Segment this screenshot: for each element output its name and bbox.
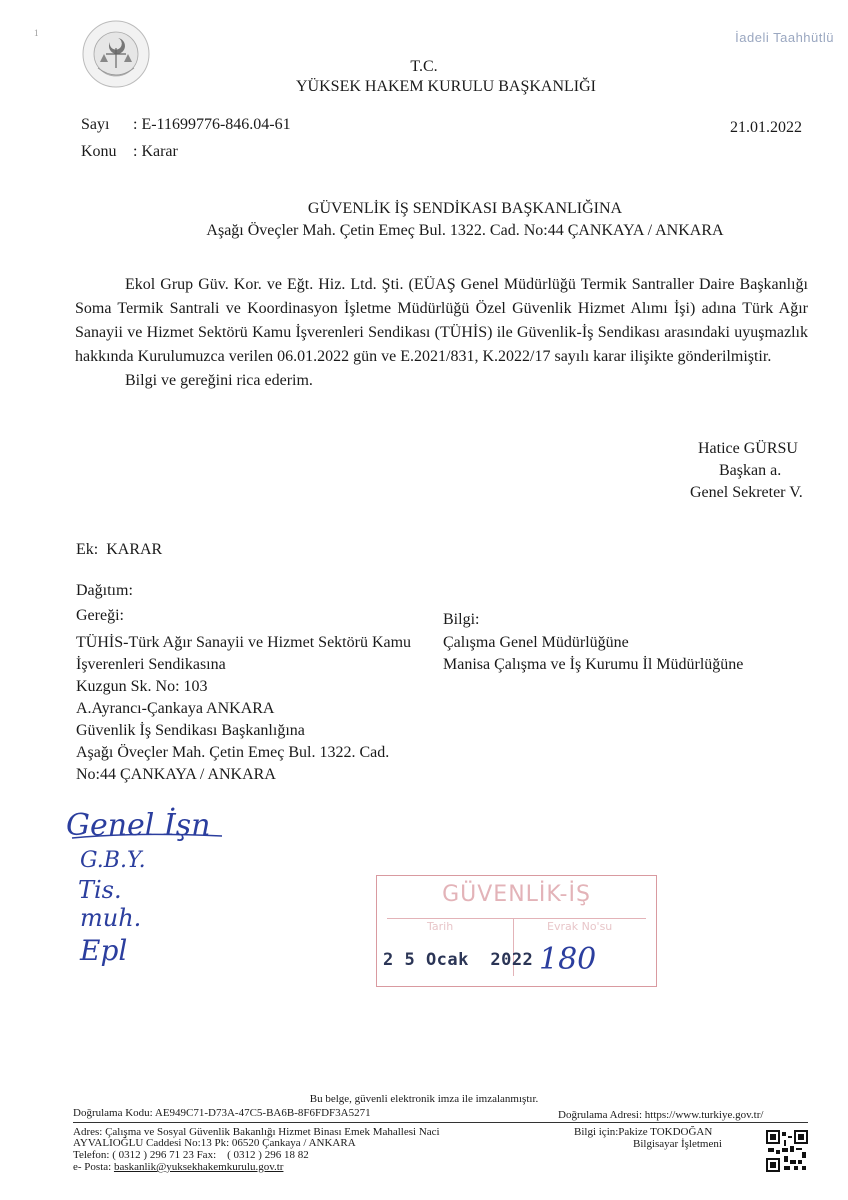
bilgi-line: Manisa Çalışma ve İş Kurumu İl Müdürlüğüne: [443, 656, 744, 673]
letter-body: [75, 273, 808, 393]
handwritten-note-1: Genel İşn: [66, 808, 211, 843]
gereği-line: İşverenleri Sendikasına: [76, 656, 226, 673]
handwritten-note-5: Epl: [80, 934, 128, 967]
sayi-label: Sayı: [81, 116, 110, 133]
sayi-value: : E-11699776-846.04-61: [133, 116, 291, 133]
bilgi-list: [443, 632, 743, 676]
stamp-number: 180: [539, 942, 597, 977]
signatory-name: Hatice GÜRSU: [698, 440, 798, 457]
bilgi-label: Bilgi:: [443, 611, 480, 628]
contact-person: Bilgi için:Pakize TOKDOĞAN: [574, 1126, 713, 1138]
verification-code: Doğrulama Kodu: AE949C71-D73A-47C5-BA6B-8F6FDF3A5271: [73, 1107, 371, 1119]
address-line-2: AYVALIOĞLU Caddesi No:13 Pk: 06520 Çankaya / ANKARA: [73, 1137, 356, 1149]
gereği-line: No:44 ÇANKAYA / ANKARA: [76, 766, 276, 783]
header-line-2: YÜKSEK HAKEM KURULU BAŞKANLIĞI: [296, 78, 596, 95]
footer-divider: [73, 1122, 808, 1123]
address-line-1: Adres: Çalışma ve Sosyal Güvenlik Bakanlığı Hizmet Binası Emek Mahallesi Naci: [73, 1126, 440, 1138]
bilgi-line: Çalışma Genel Müdürlüğüne: [443, 634, 629, 651]
document-date: 21.01.2022: [730, 119, 802, 136]
konu-value: : Karar: [133, 143, 178, 160]
corner-mark: 1: [34, 28, 39, 38]
email-link[interactable]: baskanlik@yuksekhakemkurulu.gov.tr: [113, 1161, 284, 1173]
gereği-line: A.Ayrancı-Çankaya ANKARA: [76, 700, 275, 717]
verification-address: Doğrulama Adresi: https://www.turkiye.gov.tr/: [558, 1109, 764, 1121]
handwritten-underline: [70, 830, 230, 844]
header-line-1: T.C.: [410, 58, 438, 75]
konu-label: Konu: [81, 143, 117, 160]
handwritten-note-4: muh.: [80, 904, 142, 932]
body-paragraph-1: Ekol Grup Güv. Kor. ve Eğt. Hiz. Ltd. Şti. (EÜAŞ Genel Müdürlüğü Termik Santraller Daire Başkanlığı Soma Termik Santrali ve Koordinasyon İşletme Müdürlüğü Özel Güvenlik Hizmet Alımı İşi) adına Türk Ağır Sanayii ve Hizmet Sektörü Kamu İşverenleri Sendikası (TÜHİS) ile Güvenlik-İş Sendikası arasındaki uyuşmazlık hakkında Kurulumuzca verilen 06.01.2022 gün ve E.2021/831, K.2022/17 sayılı karar ilişikte gönderilmiştir.: [75, 276, 808, 365]
contact-title: Bilgisayar İşletmeni: [633, 1138, 722, 1150]
email-label: e- Posta:: [73, 1161, 114, 1173]
signatory-title-1: Başkan a.: [719, 462, 782, 479]
stamp-number-label: Evrak No'su: [547, 920, 613, 933]
gereği-line: Güvenlik İş Sendikası Başkanlığına: [76, 722, 305, 739]
recipient-address: Aşağı Öveçler Mah. Çetin Emeç Bul. 1322. Cad. No:44 ÇANKAYA / ANKARA: [206, 222, 724, 239]
body-paragraph-2: Bilgi ve gereğini rica ederim.: [125, 372, 313, 389]
stamp-date-label: Tarih: [427, 920, 454, 933]
phone-fax: Telefon: ( 0312 ) 296 71 23 Fax: ( 0312 ) 296 18 82: [73, 1149, 309, 1161]
gereği-line: Aşağı Öveçler Mah. Çetin Emeç Bul. 1322. Cad.: [76, 744, 390, 761]
recipient-title: GÜVENLİK İŞ SENDİKASI BAŞKANLIĞINA: [307, 200, 623, 217]
e-signature-note: Bu belge, güvenli elektronik imza ile imzalanmıştır.: [309, 1093, 539, 1105]
gereği-list: [76, 632, 411, 786]
stamp-divider: [387, 918, 646, 919]
handwritten-note-2: G.B.Y.: [80, 848, 146, 873]
attachment-line: Ek: KARAR: [76, 541, 163, 558]
gereği-label: Gereği:: [76, 607, 124, 624]
qr-code-icon: [766, 1130, 808, 1172]
received-stamp: [376, 875, 657, 987]
email-line: [73, 1162, 283, 1173]
distribution-title: Dağıtım:: [76, 582, 133, 599]
registered-mail-stamp: İadeli Taahhütlü: [735, 30, 834, 45]
signatory-title-2: Genel Sekreter V.: [690, 484, 803, 501]
gereği-line: TÜHİS-Türk Ağır Sanayii ve Hizmet Sektörü Kamu: [76, 634, 412, 651]
stamp-date: 2 5 Ocak 2022: [383, 950, 534, 970]
stamp-union-title: GÜVENLİK-İŞ: [442, 882, 591, 907]
gereği-line: Kuzgun Sk. No: 103: [76, 678, 208, 695]
institution-seal-logo: [80, 18, 152, 90]
handwritten-note-3: Tis.: [78, 876, 122, 904]
